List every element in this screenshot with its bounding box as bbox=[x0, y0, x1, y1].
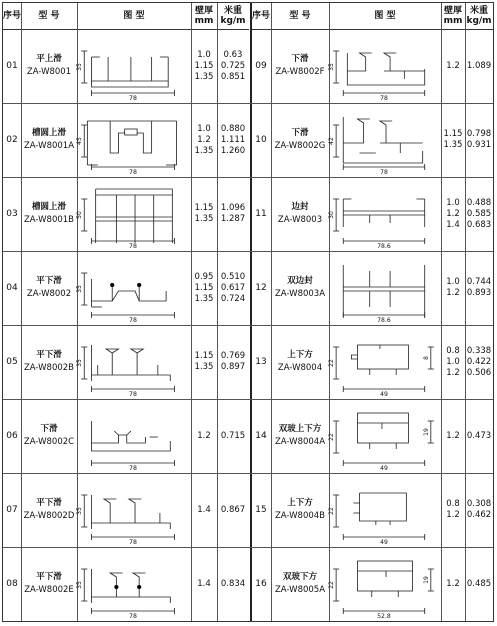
header-seq-right: 序号 bbox=[251, 3, 271, 30]
weight-value: 0.725 bbox=[220, 60, 246, 71]
thickness-value: 1.2 bbox=[197, 134, 211, 145]
profile-drawing bbox=[77, 29, 191, 103]
row-weight bbox=[465, 547, 493, 621]
profile-name: 下滑 bbox=[291, 128, 309, 138]
thickness-value: 1.2 bbox=[446, 578, 460, 589]
weight-value: 0.422 bbox=[466, 356, 492, 367]
profile-code: ZA-W8002D bbox=[23, 511, 75, 521]
profile-code: ZA-W8001A bbox=[23, 141, 75, 151]
profile-name: 槽圆上滑 bbox=[31, 128, 66, 138]
dimension-width-label: 49 bbox=[380, 539, 388, 546]
dimension-secondary-label: 8 bbox=[422, 356, 430, 360]
thickness-value: 1.15 bbox=[443, 129, 463, 139]
weight-value: 0.338 bbox=[466, 345, 492, 356]
dimension-width-label: 78.6 bbox=[377, 243, 391, 250]
thickness-value: 1.0 bbox=[197, 123, 211, 134]
thickness-value: 1.35 bbox=[194, 71, 214, 82]
row-weight bbox=[217, 325, 249, 399]
weight-value: 0.769 bbox=[220, 351, 246, 361]
row-seq: 05 bbox=[6, 357, 18, 367]
thickness-value: 1.4 bbox=[197, 504, 211, 515]
dimension-width-label: 78 bbox=[129, 465, 137, 472]
row-model bbox=[271, 399, 329, 473]
profile-drawing bbox=[329, 399, 441, 473]
profile-name: 上下方 bbox=[287, 350, 313, 360]
dimension-height-label: 22 bbox=[328, 433, 336, 441]
profile-name: 双玻下方 bbox=[282, 572, 317, 582]
row-seq: 12 bbox=[255, 283, 267, 293]
dimension-width-label: 78 bbox=[129, 613, 137, 620]
row-seq: 03 bbox=[6, 209, 18, 219]
row-seq: 09 bbox=[255, 61, 267, 71]
row-seq: 14 bbox=[255, 431, 267, 441]
row-model bbox=[271, 103, 329, 177]
row-weight bbox=[217, 177, 249, 251]
row-model bbox=[21, 29, 77, 103]
thickness-value: 0.8 bbox=[446, 345, 460, 356]
dimension-secondary-label: 19 bbox=[422, 576, 430, 584]
dimension-width-label: 49 bbox=[380, 465, 388, 472]
dimension-height-label: 50 bbox=[76, 211, 84, 219]
row-model bbox=[271, 177, 329, 251]
profile-section-svg bbox=[329, 29, 441, 103]
dimension-height-label: 22 bbox=[328, 507, 336, 515]
thickness-value: 1.2 bbox=[446, 60, 460, 71]
row-thickness bbox=[191, 547, 217, 621]
dimension-width-label: 78 bbox=[129, 539, 137, 546]
dimension-height-label: 45 bbox=[76, 137, 84, 145]
row-model bbox=[271, 29, 329, 103]
profile-code: ZA-W8002F bbox=[275, 67, 325, 77]
row-weight bbox=[465, 251, 493, 325]
row-weight bbox=[217, 251, 249, 325]
profile-name: 双边封 bbox=[287, 276, 313, 286]
thickness-value: 1.35 bbox=[443, 140, 463, 150]
thickness-value: 1.0 bbox=[446, 356, 460, 367]
row-model bbox=[21, 399, 77, 473]
profile-drawing bbox=[77, 547, 191, 621]
weight-value: 0.308 bbox=[466, 499, 492, 509]
row-model bbox=[21, 177, 77, 251]
row-seq: 08 bbox=[6, 579, 18, 589]
thickness-value: 1.4 bbox=[446, 219, 460, 230]
weight-value: 0.798 bbox=[466, 129, 492, 139]
weight-value: 0.931 bbox=[466, 140, 492, 150]
profile-drawing bbox=[77, 103, 191, 177]
row-seq: 02 bbox=[6, 135, 18, 145]
header-weight-unit: kg/m bbox=[466, 16, 492, 26]
row-seq: 13 bbox=[255, 357, 267, 367]
row-weight bbox=[217, 473, 249, 547]
row-model bbox=[21, 547, 77, 621]
header-figure-right: 图 型 bbox=[329, 3, 441, 30]
profile-section-svg bbox=[77, 103, 191, 177]
thickness-value: 0.95 bbox=[194, 271, 214, 282]
row-seq: 04 bbox=[6, 283, 18, 293]
row-weight bbox=[465, 473, 493, 547]
header-weight-right bbox=[465, 3, 493, 30]
profile-section-svg bbox=[77, 399, 191, 473]
profile-drawing bbox=[329, 177, 441, 251]
dimension-width-label: 78 bbox=[129, 243, 137, 250]
header-seq-left: 序号 bbox=[3, 3, 21, 30]
profile-section-svg bbox=[329, 547, 441, 621]
row-model bbox=[21, 325, 77, 399]
weight-value: 0.488 bbox=[466, 197, 492, 208]
dimension-height-label: 22 bbox=[328, 359, 336, 367]
dimension-width-label: 78 bbox=[380, 169, 388, 176]
dimension-width-label: 52.8 bbox=[377, 613, 391, 620]
thickness-value: 1.15 bbox=[194, 60, 214, 71]
dimension-height-label: 42 bbox=[328, 137, 336, 145]
row-seq: 10 bbox=[255, 135, 267, 145]
thickness-value: 1.2 bbox=[446, 510, 460, 520]
weight-value: 0.473 bbox=[466, 430, 492, 441]
weight-value: 1.260 bbox=[220, 145, 246, 156]
thickness-value: 1.15 bbox=[194, 282, 214, 293]
thickness-value: 1.35 bbox=[194, 362, 214, 372]
profile-section-svg bbox=[329, 177, 441, 251]
profile-code: ZA-W8002 bbox=[26, 289, 72, 299]
dimension-width-label: 78 bbox=[380, 95, 388, 102]
row-model bbox=[271, 473, 329, 547]
row-model bbox=[271, 251, 329, 325]
profile-drawing bbox=[77, 251, 191, 325]
profile-name: 下滑 bbox=[40, 424, 58, 434]
profile-drawing bbox=[77, 177, 191, 251]
weight-value: 0.724 bbox=[220, 293, 246, 304]
profile-section-svg bbox=[329, 399, 441, 473]
profile-section-svg bbox=[77, 547, 191, 621]
weight-value: 0.893 bbox=[466, 288, 492, 298]
weight-value: 0.897 bbox=[220, 362, 246, 372]
profile-code: ZA-W8005A bbox=[274, 585, 326, 595]
profile-name: 双玻上下方 bbox=[278, 424, 322, 434]
row-weight bbox=[217, 547, 249, 621]
header-weight-label: 米重 bbox=[223, 6, 242, 16]
profile-drawing bbox=[329, 473, 441, 547]
thickness-value: 1.35 bbox=[194, 145, 214, 156]
header-thickness-unit: mm bbox=[443, 16, 463, 26]
row-thickness bbox=[441, 473, 465, 547]
header-thickness-label: 壁厚 bbox=[443, 6, 462, 16]
header-model-left: 型 号 bbox=[21, 3, 77, 30]
profile-code: ZA-W8001 bbox=[26, 67, 72, 77]
row-seq: 07 bbox=[6, 505, 18, 515]
profile-name: 平下滑 bbox=[36, 498, 62, 508]
row-thickness bbox=[441, 399, 465, 473]
dimension-width-label: 49 bbox=[380, 391, 388, 398]
thickness-value: 1.35 bbox=[194, 293, 214, 304]
profile-name: 平下滑 bbox=[36, 350, 62, 360]
header-thickness-unit: mm bbox=[194, 16, 214, 26]
thickness-value: 1.0 bbox=[197, 49, 211, 60]
weight-value: 0.63 bbox=[223, 49, 243, 60]
profile-code: ZA-W8004B bbox=[274, 511, 326, 521]
weight-value: 0.485 bbox=[466, 578, 492, 589]
profile-name: 平下滑 bbox=[36, 572, 62, 582]
row-model bbox=[21, 251, 77, 325]
profile-drawing bbox=[329, 251, 441, 325]
dimension-height-label: 35 bbox=[76, 285, 84, 293]
header-weight-left bbox=[217, 3, 249, 30]
row-thickness bbox=[191, 473, 217, 547]
row-weight bbox=[217, 29, 249, 103]
dimension-width-label: 78 bbox=[129, 391, 137, 398]
profile-drawing bbox=[329, 29, 441, 103]
weight-value: 0.510 bbox=[220, 271, 246, 282]
row-model bbox=[271, 547, 329, 621]
dimension-width-label: 78 bbox=[129, 169, 137, 176]
row-model bbox=[21, 473, 77, 547]
row-thickness bbox=[441, 29, 465, 103]
row-weight bbox=[465, 29, 493, 103]
weight-value: 0.462 bbox=[466, 510, 492, 520]
row-thickness bbox=[441, 177, 465, 251]
weight-value: 0.715 bbox=[220, 430, 246, 441]
weight-value: 0.880 bbox=[220, 123, 246, 134]
thickness-value: 0.8 bbox=[446, 499, 460, 509]
header-thickness-left bbox=[191, 3, 217, 30]
profile-spec-sheet bbox=[2, 2, 494, 622]
row-thickness bbox=[191, 103, 217, 177]
row-thickness bbox=[191, 399, 217, 473]
profile-name: 槽圆上滑 bbox=[31, 202, 66, 212]
dimension-width-label: 78.6 bbox=[377, 317, 391, 324]
thickness-value: 1.4 bbox=[197, 578, 211, 589]
thickness-value: 1.35 bbox=[194, 214, 214, 224]
thickness-value: 1.0 bbox=[446, 277, 460, 287]
profile-section-svg bbox=[77, 29, 191, 103]
profile-section-svg bbox=[77, 177, 191, 251]
profile-section-svg bbox=[329, 251, 441, 325]
row-weight bbox=[465, 177, 493, 251]
profile-section-svg bbox=[77, 325, 191, 399]
weight-value: 0.834 bbox=[220, 578, 246, 589]
profile-name: 平上滑 bbox=[36, 54, 62, 64]
thickness-value: 1.0 bbox=[446, 197, 460, 208]
profile-drawing bbox=[329, 325, 441, 399]
profile-section-svg bbox=[329, 473, 441, 547]
row-weight bbox=[465, 399, 493, 473]
profile-code: ZA-W8002C bbox=[23, 437, 75, 447]
thickness-value: 1.2 bbox=[446, 288, 460, 298]
header-weight-unit: kg/m bbox=[220, 16, 246, 26]
thickness-value: 1.15 bbox=[194, 203, 214, 213]
thickness-value: 1.15 bbox=[194, 351, 214, 361]
thickness-value: 1.2 bbox=[446, 367, 460, 378]
profile-code: ZA-W8004 bbox=[277, 363, 323, 373]
weight-value: 0.851 bbox=[220, 71, 246, 82]
profile-code: ZA-W8002B bbox=[23, 363, 75, 373]
profile-section-svg bbox=[77, 473, 191, 547]
row-model bbox=[271, 325, 329, 399]
profile-name: 平下滑 bbox=[36, 276, 62, 286]
row-weight bbox=[465, 103, 493, 177]
profile-drawing bbox=[77, 473, 191, 547]
profile-drawing bbox=[329, 547, 441, 621]
dimension-height-label: 30 bbox=[328, 211, 336, 219]
profile-section-svg bbox=[329, 103, 441, 177]
weight-value: 0.683 bbox=[466, 219, 492, 230]
thickness-value: 1.2 bbox=[197, 430, 211, 441]
profile-code: ZA-W8004A bbox=[274, 437, 326, 447]
row-weight bbox=[465, 325, 493, 399]
header-figure-left: 图 型 bbox=[77, 3, 191, 30]
row-thickness bbox=[441, 325, 465, 399]
weight-value: 0.867 bbox=[220, 504, 246, 515]
header-model-right: 型 号 bbox=[271, 3, 329, 30]
dimension-width-label: 78 bbox=[129, 95, 137, 102]
dimension-height-label: 35 bbox=[76, 507, 84, 515]
row-thickness bbox=[191, 29, 217, 103]
profile-drawing bbox=[77, 325, 191, 399]
profile-code: ZA-W8003 bbox=[277, 215, 323, 225]
dimension-height-label: 35 bbox=[76, 63, 84, 71]
row-seq: 06 bbox=[6, 431, 18, 441]
weight-value: 0.744 bbox=[466, 277, 492, 287]
row-seq: 01 bbox=[6, 61, 18, 71]
profile-name: 下滑 bbox=[291, 54, 309, 64]
row-seq: 16 bbox=[255, 579, 267, 589]
row-weight bbox=[217, 103, 249, 177]
header-weight-label: 米重 bbox=[469, 6, 488, 16]
profile-drawing bbox=[77, 399, 191, 473]
row-thickness bbox=[191, 177, 217, 251]
profile-name: 边封 bbox=[291, 202, 309, 212]
dimension-width-label: 78 bbox=[129, 317, 137, 324]
row-weight bbox=[217, 399, 249, 473]
thickness-value: 1.2 bbox=[446, 430, 460, 441]
header-thickness-label: 壁厚 bbox=[194, 6, 213, 16]
dimension-secondary-label: 19 bbox=[422, 428, 430, 436]
header-thickness-right bbox=[441, 3, 465, 30]
profile-code: ZA-W8001B bbox=[23, 215, 75, 225]
profile-name: 上下方 bbox=[287, 498, 313, 508]
row-model bbox=[21, 103, 77, 177]
weight-value: 1.089 bbox=[466, 60, 492, 71]
weight-value: 1.287 bbox=[220, 214, 246, 224]
weight-value: 0.506 bbox=[466, 367, 492, 378]
profile-code: ZA-W8003A bbox=[274, 289, 326, 299]
weight-value: 0.585 bbox=[466, 208, 492, 219]
weight-value: 1.096 bbox=[220, 203, 246, 213]
dimension-height-label: 35 bbox=[76, 359, 84, 367]
row-seq: 11 bbox=[255, 209, 267, 219]
dimension-height-label: 35 bbox=[328, 63, 336, 71]
profile-code: ZA-W8002E bbox=[24, 585, 74, 595]
row-thickness bbox=[441, 251, 465, 325]
profile-code: ZA-W8002G bbox=[274, 141, 326, 151]
row-seq: 15 bbox=[255, 505, 267, 515]
dimension-height-label: 22 bbox=[328, 581, 336, 589]
row-thickness bbox=[441, 103, 465, 177]
profile-section-svg bbox=[77, 251, 191, 325]
row-thickness bbox=[441, 547, 465, 621]
profile-drawing bbox=[329, 103, 441, 177]
weight-value: 1.111 bbox=[220, 134, 246, 145]
weight-value: 0.617 bbox=[220, 282, 246, 293]
profile-section-svg bbox=[329, 325, 441, 399]
row-thickness bbox=[191, 325, 217, 399]
dimension-height-label: 35 bbox=[76, 581, 84, 589]
row-thickness bbox=[191, 251, 217, 325]
thickness-value: 1.2 bbox=[446, 208, 460, 219]
